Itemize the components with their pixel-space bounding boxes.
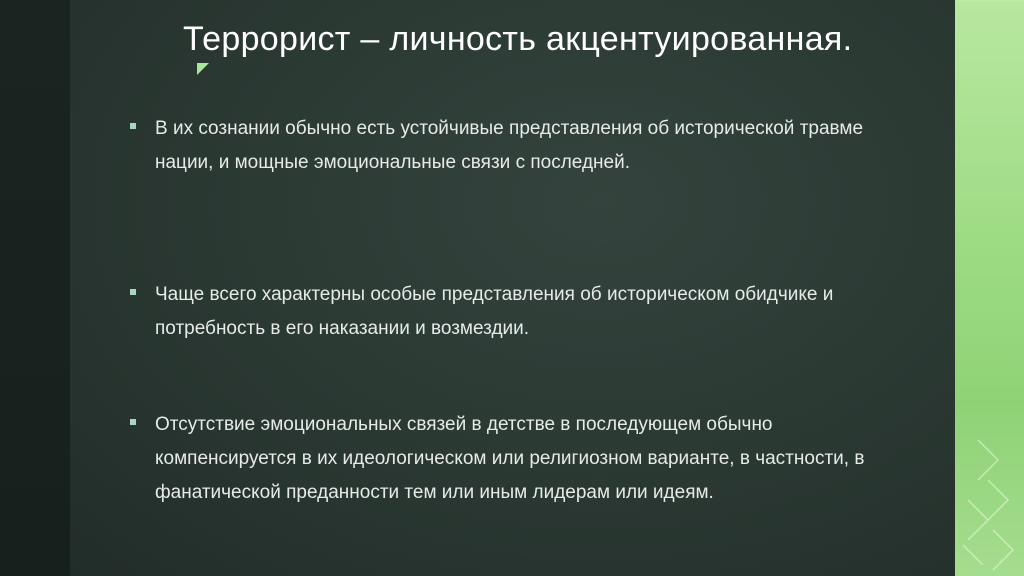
bullet-text: Отсутствие эмоциональных связей в детстве в последующем обычно компенсируется в их идеологическом или религиозном варианте, в частности, в фанатической преданности тем или иным лидерам или идеям.: [155, 414, 865, 503]
square-bullet-icon: [130, 419, 136, 425]
square-bullet-icon: [130, 289, 136, 295]
title-corner-icon: [197, 63, 209, 75]
slide-title: Террорист – личность акцентуированная.: [183, 20, 853, 58]
square-bullet-icon: [130, 123, 136, 129]
bullet-text: Чаще всего характерны особые представления об историческом обидчике и потребность в его наказании и возмездии.: [155, 284, 834, 339]
decorative-chevron-pattern: [958, 0, 1024, 576]
bullet-text: В их сознании обычно есть устойчивые представления об исторической травме нации, и мощные эмоциональные связи с последней.: [155, 118, 864, 173]
left-dark-band: [0, 0, 70, 576]
